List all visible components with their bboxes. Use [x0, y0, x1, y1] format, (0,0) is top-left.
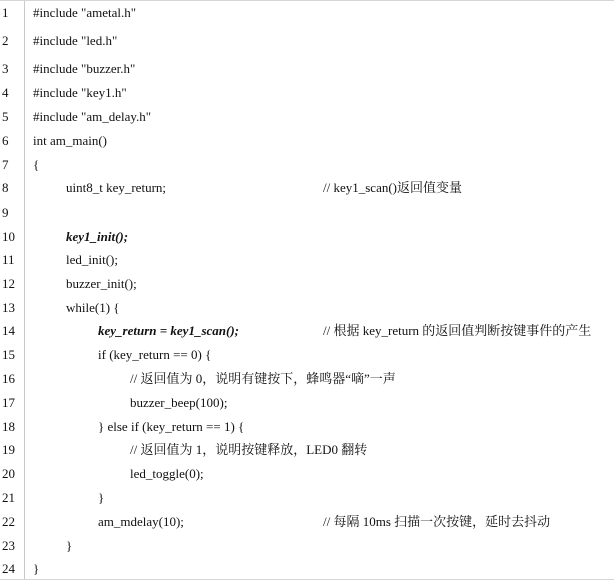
- code-text: while(1) {: [66, 300, 120, 315]
- code-text: led_toggle(0);: [130, 466, 204, 481]
- line-number: 21: [2, 490, 15, 505]
- code-text: led_init();: [66, 252, 118, 267]
- code-line: [0, 391, 614, 414]
- code-line: [0, 296, 614, 319]
- code-line: [0, 176, 614, 199]
- code-text: } else if (key_return == 1) {: [98, 419, 245, 434]
- line-number: 13: [2, 300, 15, 315]
- code-comment: // 每隔 10ms 扫描一次按键，延时去抖动: [323, 514, 551, 529]
- code-comment: // 返回值为 1，说明按键释放，LED0 翻转: [130, 442, 368, 457]
- code-comment: // 返回值为 0，说明有键按下，蜂鸣器“嘀”一声: [130, 371, 396, 386]
- line-number: 24: [2, 561, 15, 576]
- line-number: 4: [2, 85, 9, 100]
- code-line: [0, 462, 614, 485]
- code-line: [0, 367, 614, 390]
- line-number: 14: [2, 323, 15, 338]
- line-number: 11: [2, 252, 15, 267]
- line-number: 19: [2, 442, 15, 457]
- code-line: [0, 1, 614, 24]
- code-line: [0, 534, 614, 557]
- code-text: #include "am_delay.h": [33, 109, 152, 124]
- line-number: 2: [2, 33, 9, 48]
- code-line: [0, 81, 614, 104]
- line-number: 20: [2, 466, 15, 481]
- line-number: 12: [2, 276, 15, 291]
- code-line: [0, 153, 614, 176]
- code-line: [0, 438, 614, 461]
- code-text: #include "led.h": [33, 33, 118, 48]
- code-line: [0, 486, 614, 509]
- code-text: buzzer_beep(100);: [130, 395, 228, 410]
- code-text: #include "ametal.h": [33, 5, 137, 20]
- line-number: 22: [2, 514, 15, 529]
- code-line: [0, 105, 614, 128]
- code-text: am_mdelay(10);: [98, 514, 184, 529]
- code-comment: // 根据 key_return 的返回值判断按键事件的产生: [323, 323, 592, 338]
- code-line: [0, 272, 614, 295]
- code-text: #include "buzzer.h": [33, 61, 136, 76]
- code-text: }: [98, 490, 105, 505]
- line-number: 3: [2, 61, 9, 76]
- code-line: [0, 510, 614, 533]
- line-number: 15: [2, 347, 15, 362]
- code-text: uint8_t key_return;: [66, 180, 167, 195]
- code-text: key_return = key1_scan();: [98, 323, 239, 338]
- line-number: 7: [2, 157, 9, 172]
- code-text: }: [66, 538, 73, 553]
- code-text: buzzer_init();: [66, 276, 137, 291]
- code-comment: // key1_scan()返回值变量: [323, 180, 463, 195]
- line-number: 10: [2, 229, 15, 244]
- code-line: [0, 415, 614, 438]
- line-number: 23: [2, 538, 15, 553]
- line-number: 8: [2, 180, 9, 195]
- code-text: if (key_return == 0) {: [98, 347, 212, 362]
- code-line: [0, 557, 614, 580]
- code-text: #include "key1.h": [33, 85, 127, 100]
- line-number: 17: [2, 395, 15, 410]
- code-line: [0, 343, 614, 366]
- line-number: 9: [2, 205, 9, 220]
- code-line: [0, 319, 614, 342]
- line-number: 18: [2, 419, 15, 434]
- code-text: int am_main(): [33, 133, 108, 148]
- code-text: key1_init();: [66, 229, 129, 244]
- line-number: 16: [2, 371, 15, 386]
- code-line: [0, 248, 614, 271]
- code-text: {: [33, 157, 40, 172]
- code-text: }: [33, 561, 40, 576]
- code-line: [0, 29, 614, 52]
- line-number: 6: [2, 133, 9, 148]
- code-line: [0, 57, 614, 80]
- code-line: [0, 129, 614, 152]
- code-line: [0, 225, 614, 248]
- line-number: 5: [2, 109, 9, 124]
- line-number: 1: [2, 5, 9, 20]
- code-line: [0, 201, 614, 224]
